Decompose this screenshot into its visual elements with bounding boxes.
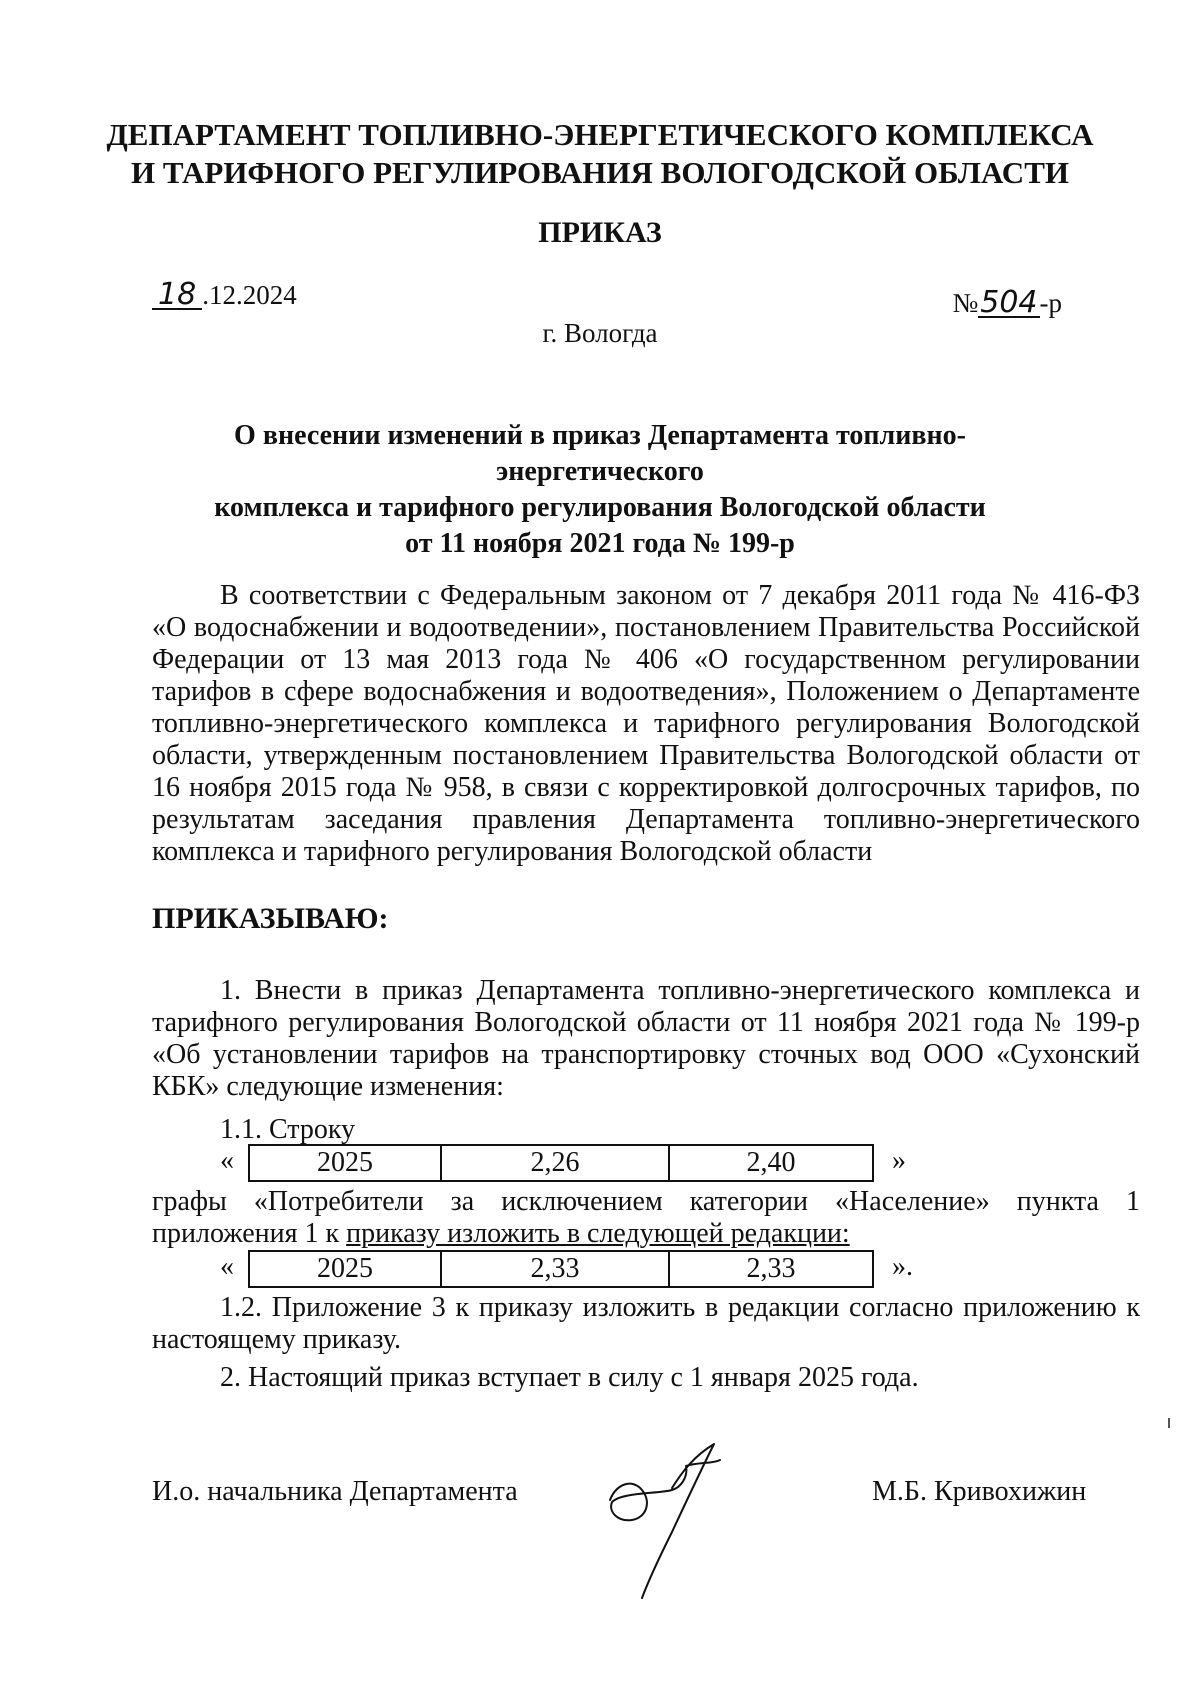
- department-line-1: ДЕПАРТАМЕНТ ТОПЛИВНО-ЭНЕРГЕТИЧЕСКОГО КОМПЛЕКСА: [106, 117, 1094, 152]
- order-word: ПРИКАЗЫВАЮ:: [152, 902, 389, 935]
- order-subject: [150, 418, 1050, 562]
- old-row-table: [248, 1144, 874, 1182]
- subject-line-1: О внесении изменений в приказ Департамента топливно-энергетического: [234, 420, 966, 487]
- item-2-text: 2. Настоящий приказ вступает в силу с 1 января 2025 года.: [220, 1362, 919, 1393]
- new-row-close-quote: ».: [892, 1251, 913, 1282]
- old-row-value-1: 2,26: [442, 1146, 670, 1180]
- order-number: [952, 285, 1062, 320]
- order-date: [152, 277, 297, 312]
- preamble-text: В соответствии с Федеральным законом от 7 декабря 2011 года № 416-ФЗ «О водоснабжении и водоотведении», постановлением Правительства Российской Федерации от 13 мая 2013 года № 406 «О государственном регулировании тарифов в сфере водоснабжения и водоотведения», Положением о Департаменте топливно-энергетического комплекса и тарифного регулирования Вологодской области, утвержденным постановлением Правительства Вологодской области от 16 ноября 2015 года № 958, в связи с корректировкой долгосрочных тарифов, по результатам заседания правления Департамента топливно-энергетического комплекса и тарифного регулирования Вологодской области: [152, 580, 1140, 867]
- item-1-2-paragraph: [152, 1292, 1140, 1356]
- old-row-value-2: 2,40: [746, 1147, 796, 1178]
- old-row-open-quote: «: [220, 1145, 234, 1176]
- number-handwritten: 504: [980, 285, 1038, 320]
- item-1-text: 1. Внести в приказ Департамента топливно-энергетического комплекса и тарифного регулирования Вологодской области от 11 ноября 2021 года № 199-р «Об установлении тарифов на транспортировку сточных вод ООО «Сухонский КБК» следующие изменения:: [152, 975, 1140, 1102]
- date-rest: .12.2024: [202, 280, 297, 310]
- new-row-value-1: 2,33: [442, 1252, 670, 1286]
- item-1-2-text: 1.2. Приложение 3 к приказу изложить в редакции согласно приложению к настоящему приказу.: [152, 1292, 1140, 1355]
- signatory-name: М.Б. Кривохижин: [872, 1476, 1087, 1507]
- date-day-handwritten: 18: [152, 282, 202, 310]
- department-line-2: И ТАРИФНОГО РЕГУЛИРОВАНИЯ ВОЛОГОДСКОЙ ОБЛАСТИ: [131, 155, 1069, 190]
- subject-line-3: от 11 ноября 2021 года № 199-р: [405, 528, 795, 559]
- new-row-open-quote: «: [220, 1251, 234, 1282]
- new-row-table: [248, 1250, 874, 1288]
- grafy-text: [152, 1186, 1140, 1250]
- number-prefix: №: [952, 288, 979, 318]
- document-type: ПРИКАЗ: [538, 216, 662, 249]
- scan-speck: [1168, 1418, 1170, 1428]
- preamble-paragraph: [152, 580, 1140, 868]
- item-1-paragraph: [152, 975, 1140, 1103]
- new-row-year: 2025: [250, 1252, 442, 1286]
- old-row-close-quote: »: [892, 1145, 906, 1176]
- item-1-1-label: 1.1. Строку: [220, 1114, 356, 1145]
- handwritten-signature: [602, 1432, 762, 1602]
- grafy-text-start: графы «Потребители за исключением категории «Население» пункта 1 приложения 1 к: [152, 1186, 1140, 1249]
- grafy-paragraph: [152, 1186, 1140, 1250]
- signatory-position: И.о. начальника Департамента: [152, 1476, 518, 1507]
- subject-line-2: комплекса и тарифного регулирования Вологодской области: [214, 492, 986, 523]
- grafy-text-underlined: приказу изложить в следующей редакции:: [346, 1218, 850, 1249]
- new-row-value-2: 2,33: [746, 1253, 796, 1284]
- department-heading: [0, 116, 1200, 192]
- number-suffix: -р: [1039, 288, 1062, 318]
- city: г. Вологда: [542, 318, 658, 348]
- old-row-year: 2025: [250, 1146, 442, 1180]
